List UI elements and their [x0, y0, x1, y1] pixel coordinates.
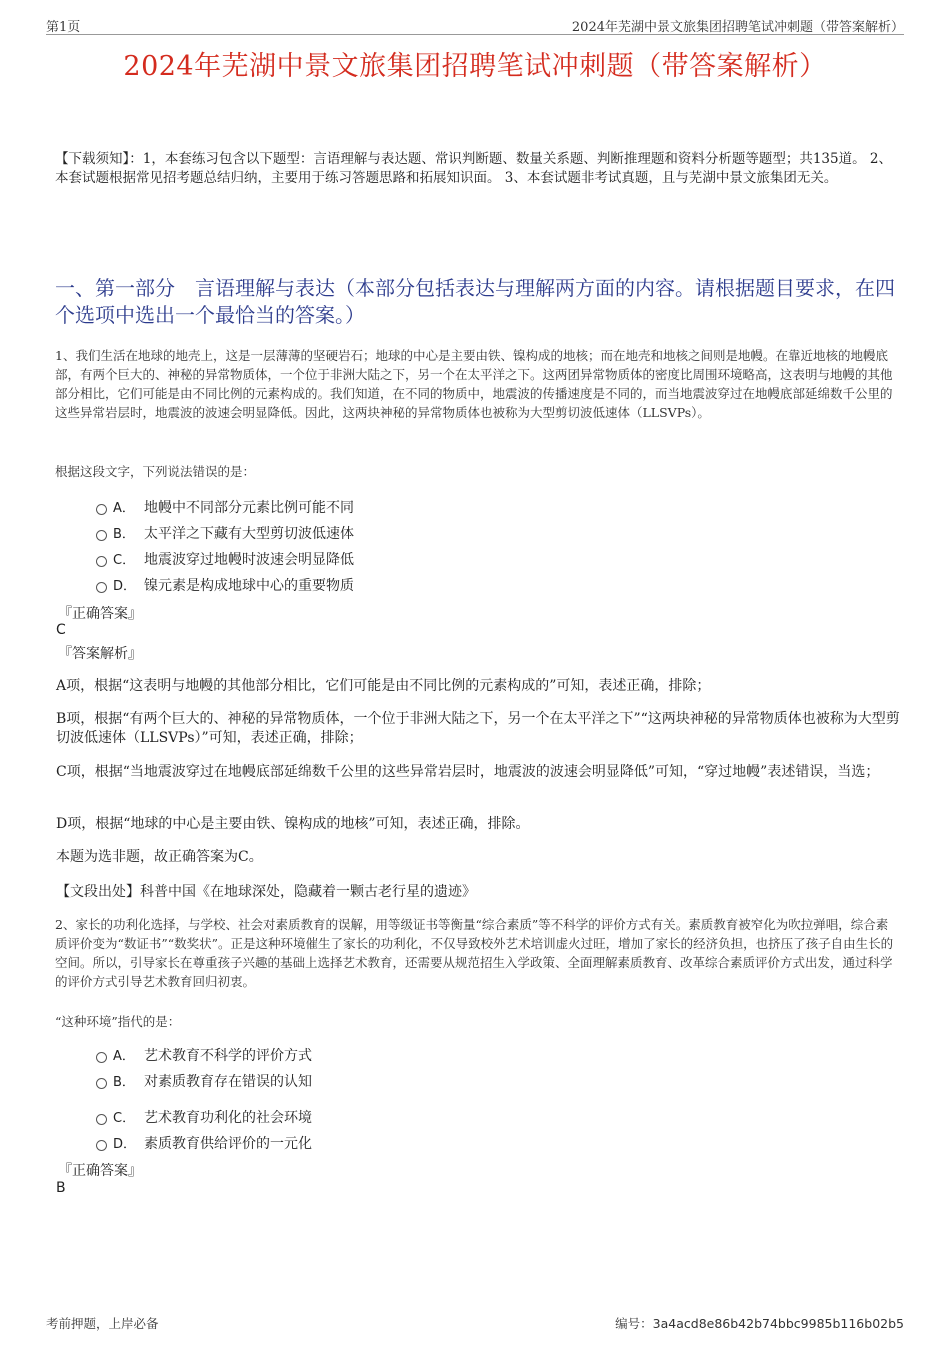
q1-conclusion: 本题为选非题，故正确答案为C。: [56, 849, 263, 865]
footer-code-value: 3a4acd8e86b42b74bbc9985b116b02b5: [652, 1316, 904, 1331]
radio-icon[interactable]: [96, 556, 107, 567]
radio-icon[interactable]: [96, 1114, 107, 1125]
q2-option-c[interactable]: C． 艺术教育功利化的社会环境: [96, 1107, 312, 1127]
footer-slogan: 考前押题，上岸必备: [46, 1316, 159, 1331]
q1-option-c[interactable]: C． 地震波穿过地幔时波速会明显降低: [96, 549, 354, 569]
q2-passage: 2、家长的功利化选择，与学校、社会对素质教育的误解，用等级证书等衡量“综合素质”等不科学的评价方式有关。素质教育被窄化为吹拉弹唱，综合素质评价变为“数证书”“数奖状”。正是这种环境催生了家长的功利化，不仅导致校外艺术培训虚火过旺，增加了家长的经济负担，也挤压了孩子自由生长的空间。所以，引导家长在尊重孩子兴趣的基础上选择艺术教育，还需要从规范招生入学政策、全面理解素质教育、改革综合素质评价方式出发，通过科学的评价方式引导艺术教育回归初衷。: [55, 917, 894, 989]
q1-option-d[interactable]: D． 镍元素是构成地球中心的重要物质: [96, 575, 354, 595]
q2-option-d[interactable]: D． 素质教育供给评价的一元化: [96, 1133, 312, 1153]
q1-passage: 1、我们生活在地球的地壳上，这是一层薄薄的坚硬岩石；地球的中心是主要由铁、镍构成的地核；而在地壳和地核之间则是地幔。在靠近地核的地幔底部，有两个巨大的、神秘的异常物质体，一个位于非洲大陆之下，另一个在太平洋之下。这两团异常物质体的密度比周围环境略高，这表明与地幔的其他部分相比，它们可能是由不同比例的元素构成的。我们知道，在不同的物质中，地震波的传播速度是不同的，而当地震波穿过在地幔底部延绵数千公里的这些异常岩层时，地震波的波速会明显降低。因此，这两块神秘的异常物质体也被称为大型剪切波低速体（LLSVPs）。: [55, 348, 893, 420]
q1-analysis-label: 『答案解析』: [58, 646, 142, 662]
q1-analysis-a: A项，根据“这表明与地幔的其他部分相比，它们可能是由不同比例的元素构成的”可知，表述正确，排除；: [56, 678, 711, 694]
section-title: 一、第一部分 言语理解与表达（本部分包括表达与理解两方面的内容。请根据题目要求，在四个选项中选出一个最恰当的答案。）: [55, 276, 895, 327]
radio-icon[interactable]: [96, 1140, 107, 1151]
q2-question: “这种环境”指代的是：: [55, 1014, 181, 1029]
download-notice: 【下载须知】：1，本套练习包含以下题型：言语理解与表达题、常识判断题、数量关系题、判断推理题和资料分析题等题型；共135道。 2、本套试题根据常见招考题总结归纳，主要用于练习答题思路和拓展知识面。 3、本套试题非考试真题，且与芜湖中景文旅集团无关。: [55, 151, 892, 186]
radio-icon[interactable]: [96, 530, 107, 541]
q1-question: 根据这段文字，下列说法错误的是：: [55, 464, 256, 479]
radio-icon[interactable]: [96, 1052, 107, 1063]
footer-code-label: 编号：: [615, 1316, 653, 1331]
radio-icon[interactable]: [96, 504, 107, 515]
page-header: [46, 14, 904, 35]
q1-analysis-b: B项，根据“有两个巨大的、神秘的异常物质体，一个位于非洲大陆之下，另一个在太平洋之下”“这两块神秘的异常物质体也被称为大型剪切波低速体（LLSVPs）”可知，表述正确，排除；: [56, 711, 900, 746]
q1-source: 【文段出处】科普中国《在地球深处，隐藏着一颗古老行星的遗迹》: [56, 884, 476, 900]
q2-option-a[interactable]: A． 艺术教育不科学的评价方式: [96, 1045, 312, 1065]
q1-answer: C: [56, 622, 66, 638]
header-doc-title: 2024年芜湖中景文旅集团招聘笔试冲刺题（带答案解析）: [571, 20, 904, 35]
q2-option-b[interactable]: B． 对素质教育存在错误的认知: [96, 1071, 312, 1091]
q1-analysis-d: D项，根据“地球的中心是主要由铁、镍构成的地核”可知，表述正确，排除。: [56, 816, 530, 832]
footer-code: [615, 1314, 904, 1332]
q1-answer-label: 『正确答案』: [58, 606, 142, 622]
radio-icon[interactable]: [96, 582, 107, 593]
q2-answer-label: 『正确答案』: [58, 1163, 142, 1179]
radio-icon[interactable]: [96, 1078, 107, 1089]
q1-option-b[interactable]: B． 太平洋之下藏有大型剪切波低速体: [96, 523, 354, 543]
page-number: 第1页: [46, 20, 81, 35]
q2-answer: B: [56, 1180, 66, 1196]
q1-option-a[interactable]: A． 地幔中不同部分元素比例可能不同: [96, 497, 354, 517]
document-title: 2024年芜湖中景文旅集团招聘笔试冲刺题（带答案解析）: [123, 51, 827, 82]
q1-analysis-c: C项，根据“当地震波穿过在地幔底部延绵数千公里的这些异常岩层时，地震波的波速会明显降低”可知，“穿过地幔”表述错误，当选；: [56, 764, 880, 780]
